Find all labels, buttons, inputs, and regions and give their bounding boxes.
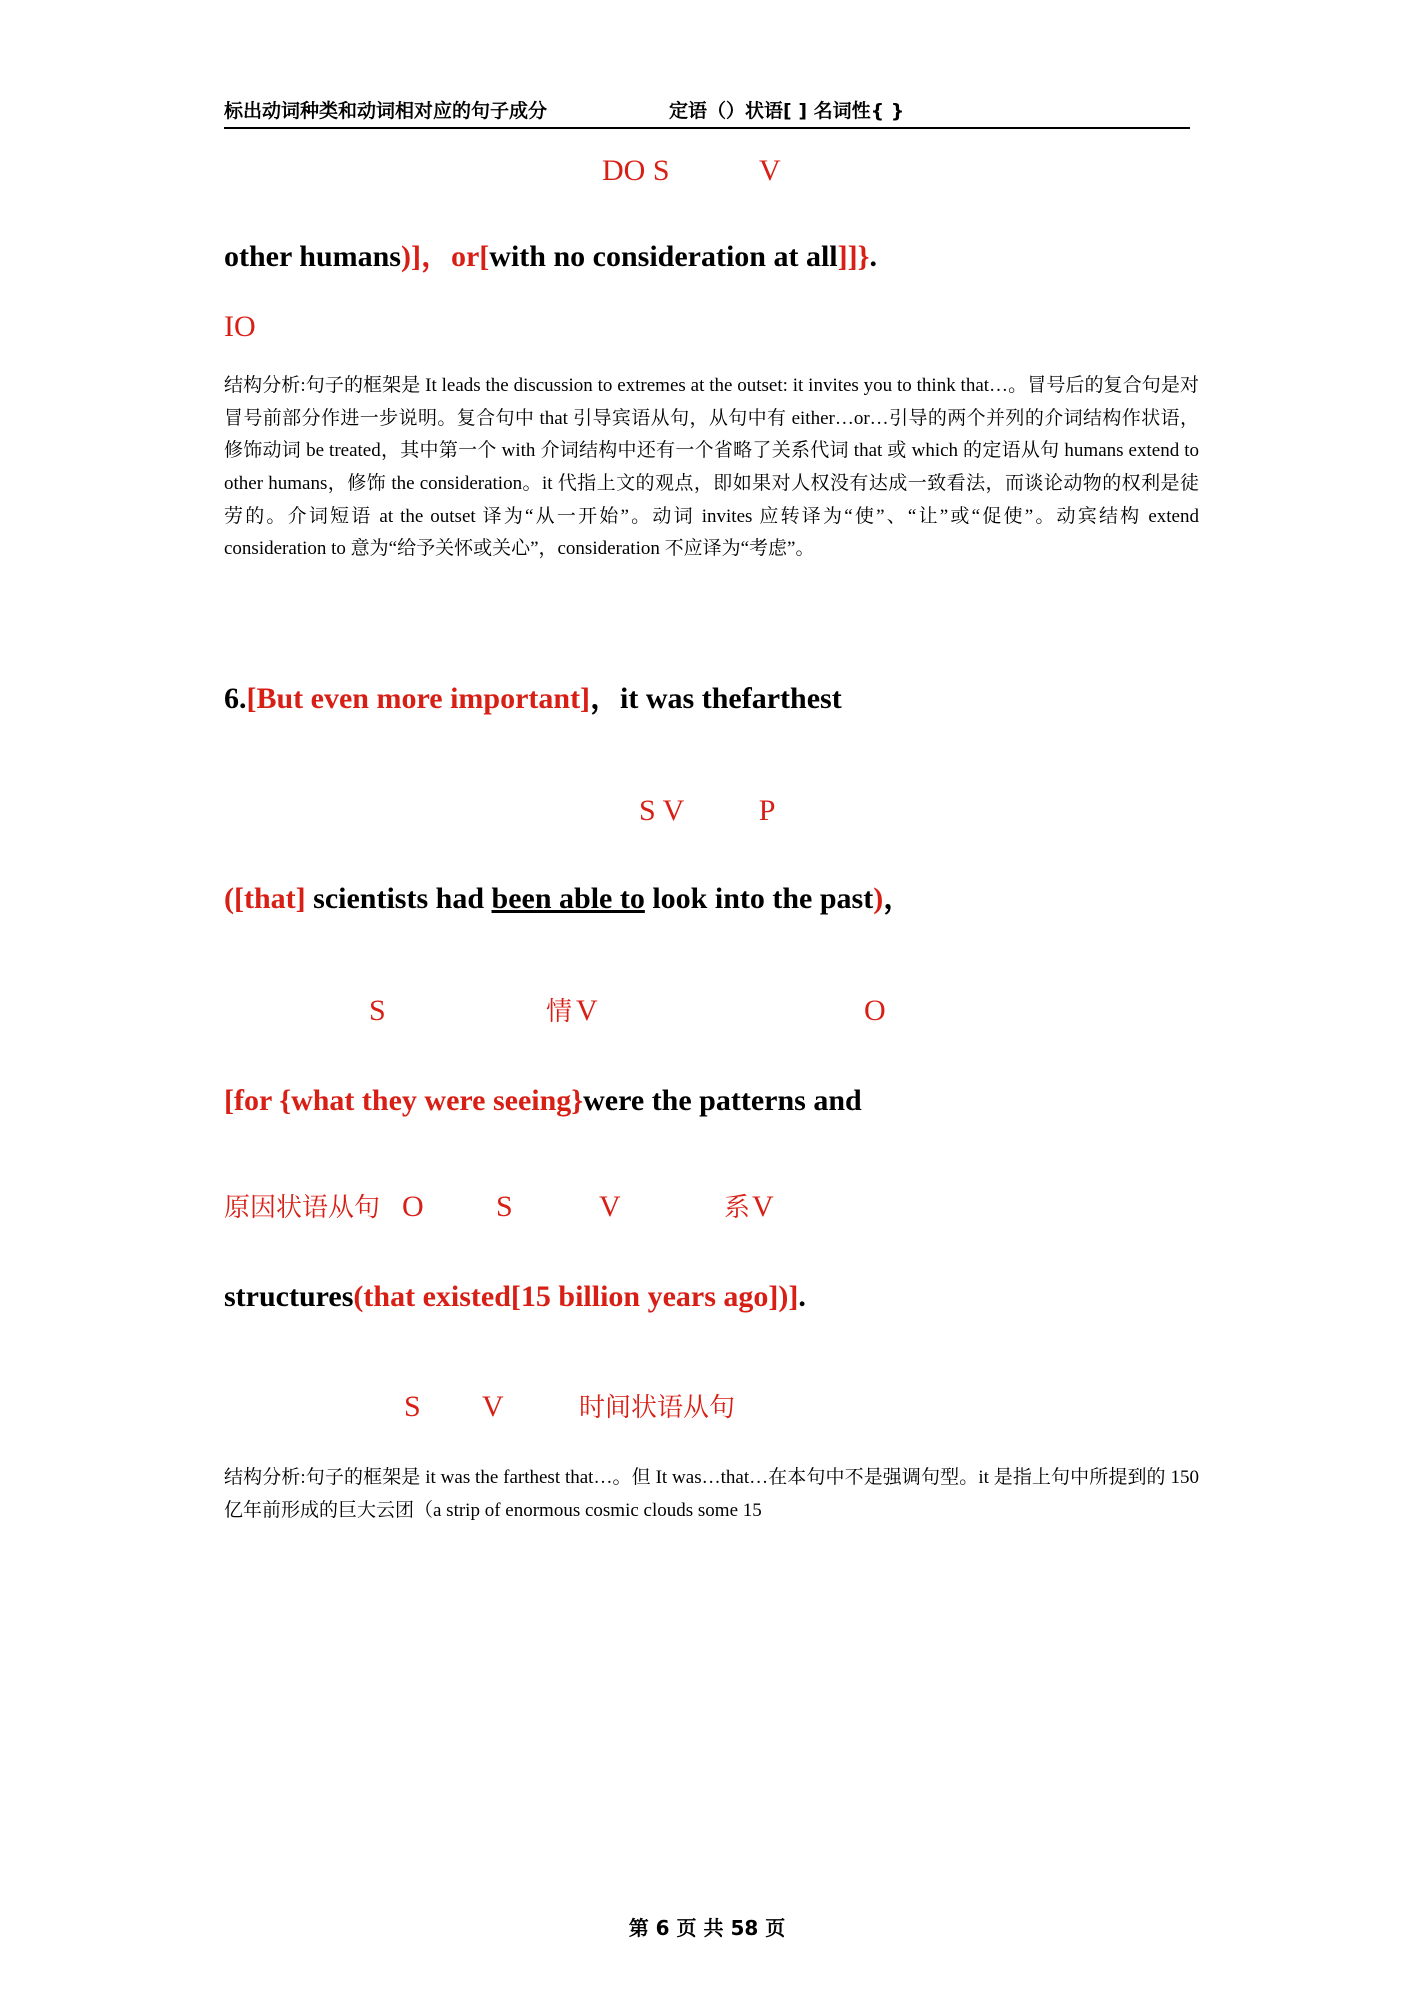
sentence3-seg3: scientists had	[305, 882, 492, 915]
sentence-row-3	[224, 866, 1204, 974]
document-body	[224, 150, 1204, 1552]
sentence5-seg3: [15 billion years ago]	[510, 1280, 779, 1313]
sentence4-seg1: [for {what they were seeing}	[224, 1084, 584, 1117]
annotation-row-3	[224, 770, 1204, 866]
item-number-6: 6.	[224, 682, 247, 715]
annotation-verb-6: V	[482, 1390, 504, 1423]
sentence5-seg2: (that existed	[353, 1280, 511, 1313]
annotation-row-6	[224, 1372, 1204, 1462]
annotation-subject-6: S	[404, 1390, 421, 1423]
annotation-modal-label: 情	[546, 997, 573, 1027]
annotation-row-4	[224, 974, 1204, 1070]
analysis-row-1	[224, 370, 1204, 660]
sentence3-seg1: (	[224, 882, 234, 915]
annotation-verb-5: V	[599, 1190, 621, 1223]
annotation-subject-4: S	[369, 994, 386, 1027]
sentence2-seg2: ，it was thefarthest	[590, 682, 842, 715]
sentence3-seg6: )	[873, 882, 884, 915]
sentence3-seg7: ，	[883, 882, 914, 915]
header-left-text: 标出动词种类和动词相对应的句子成分	[224, 100, 548, 122]
page-header	[224, 96, 1190, 123]
sentence3-seg2: [that]	[234, 882, 306, 915]
sentence1-seg3: with no consideration at all	[489, 240, 838, 273]
sentence-row-2	[224, 660, 1204, 770]
page-footer: 第 6 页 共 58 页	[628, 1916, 786, 1940]
sentence1-seg1: other humans	[224, 240, 401, 273]
annotation-io: IO	[224, 310, 256, 343]
annotation-row-1	[224, 150, 1204, 210]
annotation-do-s-v: DO S V	[602, 154, 781, 187]
annotation-verb-5b: V	[752, 1190, 774, 1223]
sentence5-seg1: structures	[224, 1280, 354, 1313]
annotation-linking-label: 系	[724, 1193, 751, 1223]
annotation-row-2	[224, 292, 1204, 370]
sentence-row-4	[224, 1070, 1204, 1176]
sentence5-seg4: )]	[778, 1280, 799, 1313]
sentence3-seg5: look into the past	[644, 882, 874, 915]
sentence-row-5	[224, 1268, 1204, 1372]
annotation-subject-5: S	[496, 1190, 513, 1223]
structure-analysis-2: 结构分析:句子的框架是 it was the farthest that…。但 It was…that…在本句中不是强调句型。it 是指上句中所提到的 150 亿年前形成的巨大云团（a strip of enormous cosmic clouds some 15	[224, 1467, 1199, 1521]
annotation-object-5: O	[402, 1190, 424, 1223]
sentence-row-1	[224, 210, 1204, 292]
annotation-time-adverbial-clause: 时间状语从句	[579, 1393, 736, 1423]
sentence1-seg5: .	[869, 240, 877, 273]
annotation-row-5	[224, 1176, 1204, 1268]
sentence5-seg5: .	[798, 1280, 806, 1313]
sentence4-seg2: were the patterns and	[583, 1084, 862, 1117]
structure-analysis-1: 结构分析:句子的框架是 It leads the discussion to extremes at the outset: it invites you to think that…。冒号后的复合句是对冒号前部分作进一步说明。复合句中 that 引导宾语从句，从句中有 either…or…引导的两个并列的介词结构作状语，修饰动词 be treated，其中第一个 with 介词结构中还有一个省略了关系代词 that 或 which 的定语从句 humans extend to other humans，修饰 the consideration。it 代指上文的观点，即如果对人权没有达成一致看法，而谈论动物的权利是徒劳的。介词短语 at the outset 译为“从一开始”。动词 invites 应转译为“使”、“让”或“促使”。动宾结构 extend consideration to 意为“给予关怀或关心”，consideration 不应译为“考虑”。	[224, 375, 1199, 560]
sentence1-seg4: ]]}	[837, 240, 870, 273]
annotation-verb-4: V	[576, 994, 598, 1027]
header-divider	[224, 127, 1190, 129]
annotation-object-4: O	[864, 994, 886, 1027]
annotation-reason-adverbial-clause: 原因状语从句	[224, 1193, 381, 1223]
sentence3-underlined-phrase: been able to	[491, 882, 645, 915]
sentence1-seg2: )]，or[	[400, 240, 490, 273]
sentence2-seg1: [But even more important]	[246, 682, 591, 715]
header-right-text: 定语（）状语[ ] 名词性{ }	[669, 100, 905, 122]
analysis-row-2	[224, 1462, 1204, 1552]
annotation-s-v-p: S V P	[639, 794, 776, 827]
